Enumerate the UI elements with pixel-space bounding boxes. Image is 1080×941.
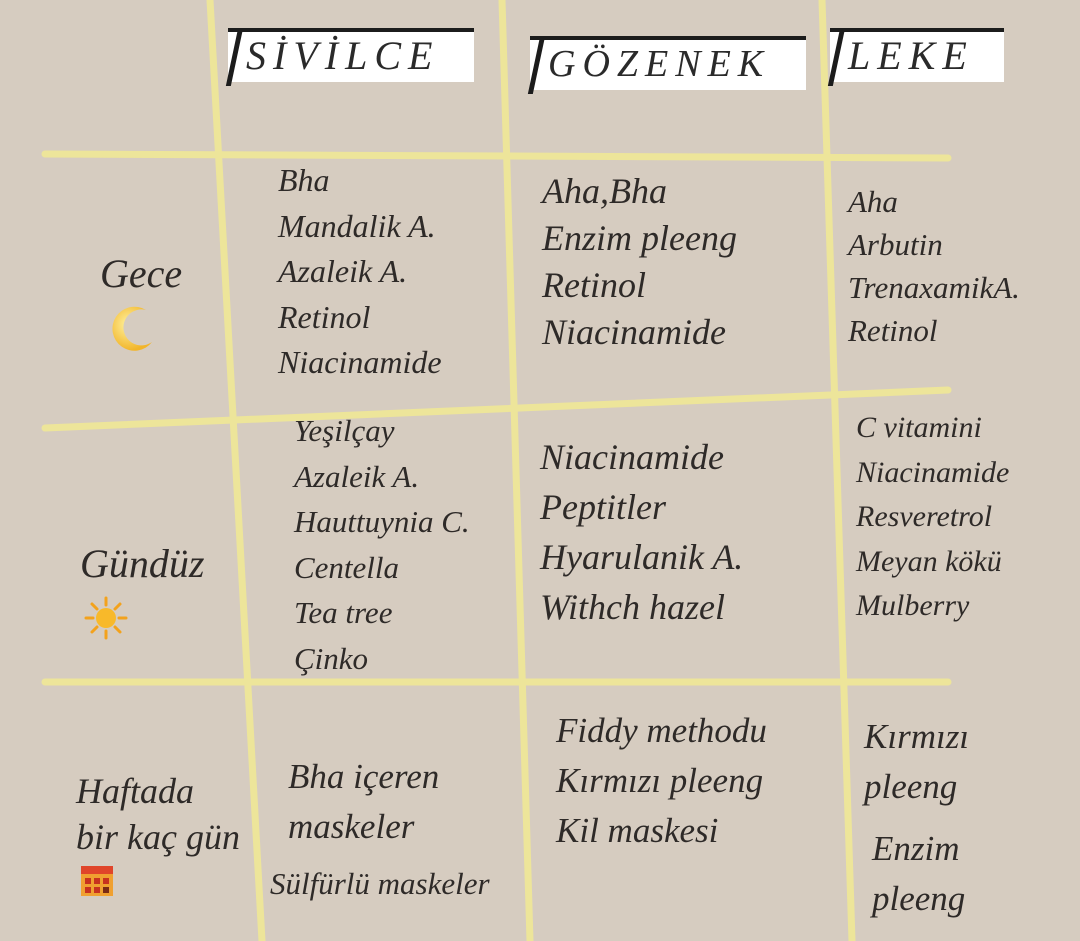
cell-gunduz-gozenek xyxy=(540,432,743,632)
crescent-moon-icon xyxy=(102,302,162,362)
list-item: Niacinamide xyxy=(278,344,442,380)
cell-haftada-gozenek xyxy=(556,706,767,856)
list-item: Kırmızı xyxy=(864,717,970,756)
list-item: Kil maskesi xyxy=(556,811,719,850)
cell-gece-leke xyxy=(848,180,1020,352)
list-item: TrenaxamikA. xyxy=(848,270,1020,305)
cell-gunduz-sivilce xyxy=(294,408,470,681)
calendar-icon xyxy=(80,864,114,898)
list-item: Çinko xyxy=(294,640,369,676)
cell-haftada-sivilce xyxy=(288,752,439,852)
list-item: Withch hazel xyxy=(540,587,725,627)
list-item: Yeşilçay xyxy=(294,413,395,448)
list-item: Tea tree xyxy=(294,595,393,630)
list-item: Centella xyxy=(294,549,400,585)
list-item: Kırmızı pleeng xyxy=(556,761,764,800)
list-item: Retinol xyxy=(278,298,371,335)
header-gozenek: GÖZENEK xyxy=(530,40,806,90)
list-item: Aha,Bha xyxy=(542,171,667,211)
list-item: Meyan kökü xyxy=(856,544,1002,578)
sun-icon xyxy=(84,596,128,640)
row-label-gunduz: Gündüz xyxy=(80,541,205,586)
list-item: pleeng xyxy=(872,879,966,918)
list-item: Enzim pleeng xyxy=(542,218,737,258)
list-item: Bha içeren xyxy=(288,757,440,796)
list-item: pleeng xyxy=(864,767,958,806)
list-item: Azaleik A. xyxy=(278,253,408,289)
list-item: Retinol xyxy=(848,313,938,348)
list-item: Mandalik A. xyxy=(278,207,436,244)
cell-haftada-leke xyxy=(864,712,969,812)
row-label-haftada-line2: bir kaç gün xyxy=(76,817,240,857)
list-item: Bha xyxy=(278,162,330,198)
list-item: Niacinamide xyxy=(856,455,1010,489)
list-item: C vitamini xyxy=(856,411,982,444)
list-item: Peptitler xyxy=(540,487,666,527)
list-item: Arbutin xyxy=(848,227,943,262)
grid-line-h1 xyxy=(45,154,948,158)
cell-haftada-leke-extra xyxy=(872,824,965,924)
list-item: Hyarulanik A. xyxy=(540,537,744,577)
list-item: Fiddy methodu xyxy=(556,711,767,750)
row-label-gece: Gece xyxy=(100,251,183,296)
row-label-haftada-line1: Haftada xyxy=(76,771,195,811)
list-item: Azaleik A. xyxy=(294,458,420,494)
list-item: Niacinamide xyxy=(540,437,724,477)
grid-line-v3 xyxy=(822,0,852,941)
list-item: Mulberry xyxy=(856,589,970,622)
cell-gece-gozenek xyxy=(542,168,737,356)
list-item: Aha xyxy=(848,184,898,219)
cell-gunduz-leke xyxy=(856,406,1009,629)
cell-haftada-sivilce-extra: Sülfürlü maskeler xyxy=(270,866,490,901)
grid-line-h2 xyxy=(45,390,948,428)
list-item: Resveretrol xyxy=(856,500,993,533)
list-item: Hauttuynia C. xyxy=(294,504,470,539)
header-sivilce: SİVİLCE xyxy=(228,32,474,82)
grid-line-v2 xyxy=(502,0,530,941)
list-item: Niacinamide xyxy=(542,312,726,352)
header-leke: LEKE xyxy=(830,32,1004,82)
list-item: Retinol xyxy=(542,265,646,305)
list-item: Enzim xyxy=(872,829,960,868)
list-item: maskeler xyxy=(288,807,415,846)
cell-gece-sivilce xyxy=(278,158,442,386)
row-label-haftada xyxy=(76,768,240,860)
